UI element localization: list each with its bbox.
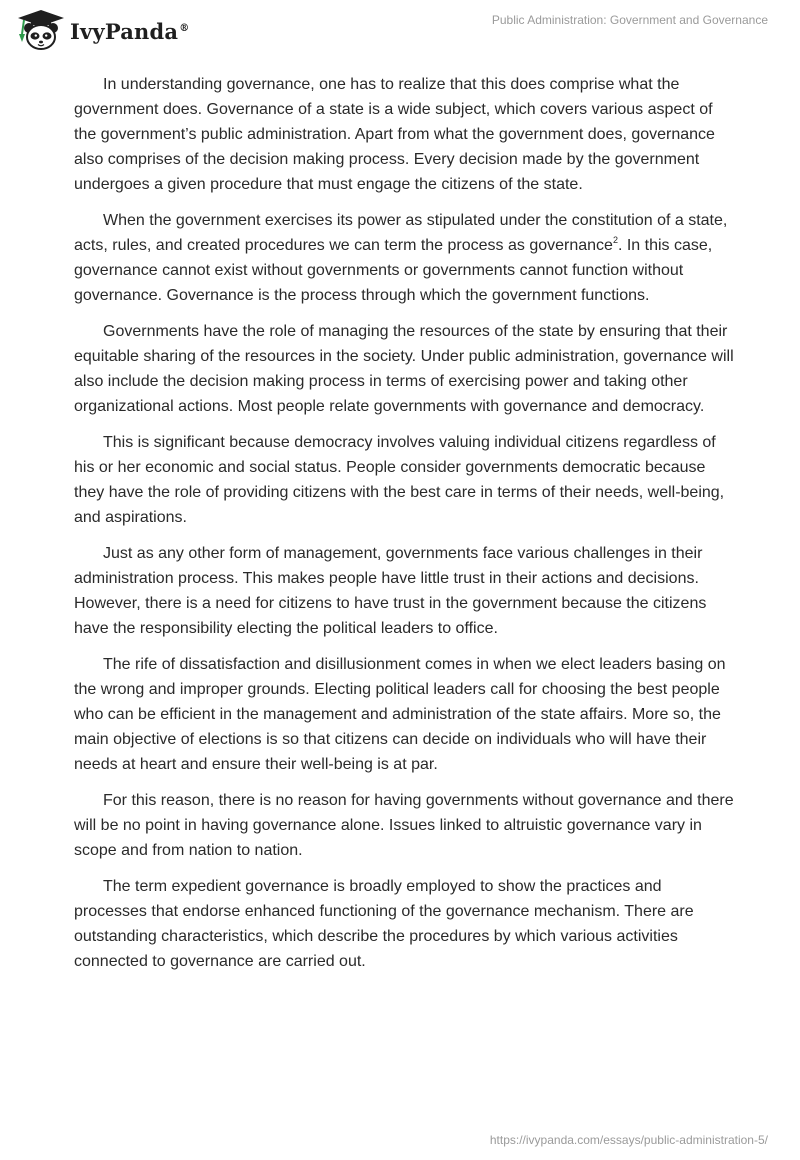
page-header (0, 0, 800, 60)
paragraph-3: Governments have the role of managing the resources of the state by ensuring that their equitable sharing of the resources in the society. Under public administration, governance will also include the decision making process in terms of exercising power and taking other organizational actions. Most people relate governments with governance and democracy. (74, 323, 734, 415)
source-url[interactable]: https://ivypanda.com/essays/public-administration-5/ (489, 1133, 768, 1147)
paragraph-5: Just as any other form of management, governments face various challenges in their administration process. This makes people have little trust in their actions and decisions. However, there is a need for citizens to have trust in the government because the citizens have the responsibility electing the political leaders to office. (74, 545, 707, 637)
paragraph-6: The rife of dissatisfaction and disillusionment comes in when we elect leaders basing on the wrong and improper grounds. Electing political leaders call for choosing the best people who can be efficient in the management and administration of the state affairs. More so, the main objective of elections is so that citizens can decide on individuals who will have their needs at heart and ensure their well-being is at par. (74, 656, 726, 773)
document-title: Public Administration: Government and Governance (491, 13, 768, 27)
paragraph-1: In understanding governance, one has to realize that this does comprise what the government does. Governance of a state is a wide subject, which covers various aspect of the government’s public administration. Apart from what the government does, governance also comprises of the decision making process. Every decision made by the government undergoes a given procedure that must engage the citizens of the state. (74, 76, 715, 193)
registered-mark: ® (179, 22, 190, 34)
paragraph-2 (74, 208, 734, 308)
brand-logo[interactable] (14, 8, 189, 52)
paragraph-2-text-after: . In this case, governance cannot exist without governments or governments cannot function without governance. Governance is the process through which the government functions. (74, 237, 713, 304)
footnote-reference[interactable]: 2 (612, 235, 618, 245)
paragraph-7: For this reason, there is no reason for having governments without governance and there will be no point in having governance alone. Issues linked to altruistic governance vary in scope and from nation to nation. (74, 792, 734, 859)
paragraph-4: This is significant because democracy involves valuing individual citizens regardless of his or her economic and social status. People consider governments democratic because they have the role of providing citizens with the best care in terms of their needs, well-being, and aspirations. (74, 434, 725, 526)
paragraph-2-text-before: When the government exercises its power as stipulated under the constitution of a state, acts, rules, and created procedures we can term the process as governance (74, 212, 728, 254)
paragraph-8: The term expedient governance is broadly employed to show the practices and processes that endorse enhanced functioning of the governance mechanism. There are outstanding characteristics, which describe the procedures by which various activities connected to governance are carried out. (74, 878, 694, 970)
essay-body (74, 72, 734, 985)
panda-graduate-icon (14, 8, 68, 52)
brand-name: IvyPanda® (70, 18, 190, 44)
